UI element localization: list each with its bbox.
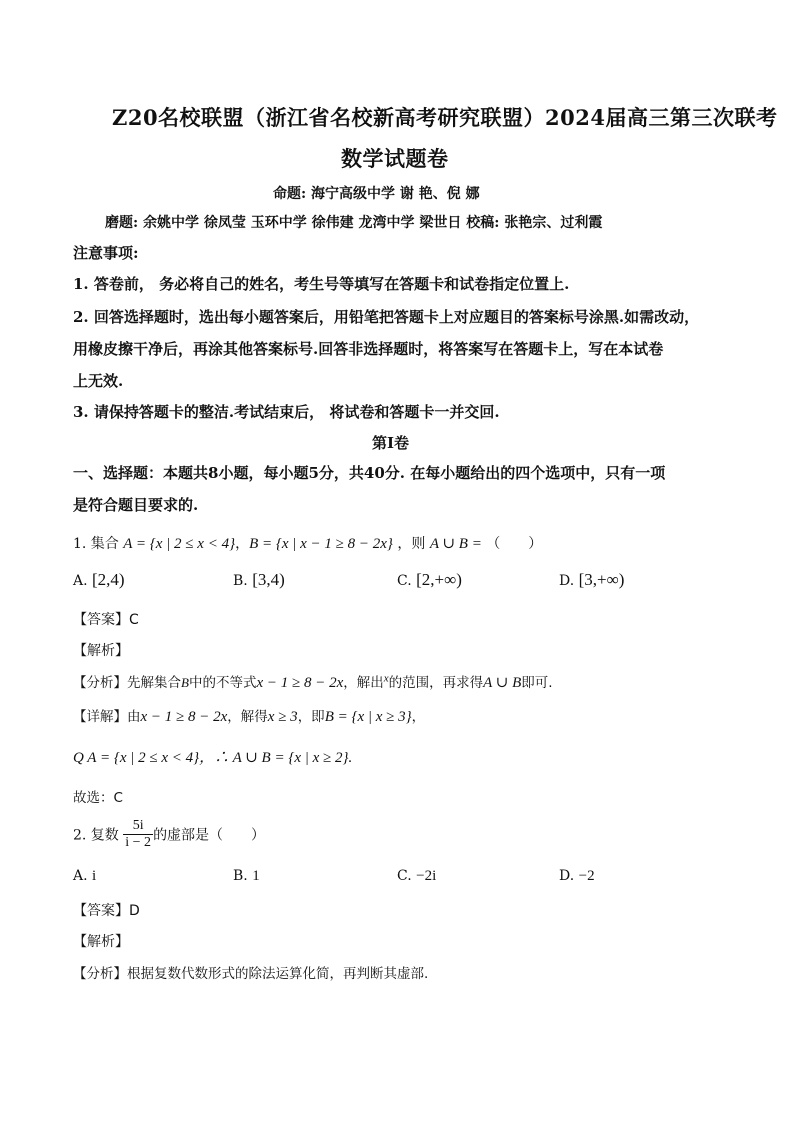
note-item-1: 1. 答卷前， 务必将自己的姓名，考生号等填写在答题卡和试卷指定位置上. — [73, 275, 570, 293]
q1-option-c — [397, 570, 462, 590]
q2-stem — [73, 818, 265, 851]
q2-number: 2. 复数 — [73, 827, 119, 844]
section-heading-line-2: 是符合题目要求的. — [73, 496, 199, 514]
q1-fenxi-text-4: 的范围，再求得 — [388, 675, 484, 691]
q1-option-a-label: A. — [73, 573, 88, 589]
q1-xj-text-1: 由 — [127, 709, 141, 725]
q2-analysis-tag: 【解析】 — [73, 934, 129, 950]
note-item-2-line-2: 用橡皮擦干净后，再涂其他答案标号.回答非选择题时，将答案写在答题卡上，写在本试卷 — [73, 340, 664, 358]
note-item-3: 3. 请保持答题卡的整洁.考试结束后， 将试卷和答题卡一并交回. — [73, 403, 500, 421]
q1-option-c-label: C. — [397, 573, 412, 589]
q1-fenxi-union: A ∪ B — [483, 675, 522, 691]
title-line-2: 数学试题卷 — [341, 146, 449, 171]
q1-set-a: A = {x | 2 ≤ x < 4} — [123, 536, 236, 552]
q1-xj-text-3: ，即 — [297, 709, 325, 725]
q2-option-b-label: B. — [233, 868, 248, 884]
q2-fraction-denominator: i − 2 — [125, 835, 152, 850]
q1-xiangjie-tag: 【详解】 — [73, 709, 127, 725]
q2-option-c-value: −2i — [416, 868, 437, 884]
q2-option-d-label: D. — [559, 868, 575, 884]
q2-fenxi-tag: 【分析】 — [73, 966, 127, 982]
q1-fenxi-text-5: 即可. — [521, 675, 553, 691]
q1-xj-text-2: ，解得 — [227, 709, 268, 725]
q1-xj-set-b: B = {x | x ≥ 3} — [324, 709, 412, 725]
q1-option-a-value: [2,4) — [92, 570, 125, 589]
q1-xj-line-2: Q A = {x | 2 ≤ x < 4}，∴ A ∪ B = {x | x ≥ 2}. — [73, 750, 353, 766]
q1-xiangjie — [73, 705, 425, 726]
q2-option-a-label: A. — [73, 868, 88, 884]
reviewers-line: 磨题: 余姚中学 徐凤莹 玉环中学 徐伟建 龙湾中学 梁世日 校稿: 张艳宗、过利霞 — [105, 215, 603, 231]
q1-fenxi-text-2: 中的不等式 — [188, 675, 257, 691]
author-line: 命题: 海宁高级中学 谢 艳、倪 娜 — [273, 186, 480, 202]
q1-option-d-value: [3,+∞) — [578, 570, 625, 589]
title-line-1: Z20名校联盟（浙江省名校新高考研究联盟）2024届高三第三次联考 — [112, 105, 778, 130]
q2-option-d-value: −2 — [578, 868, 595, 884]
q1-conclusion: 故选：C — [73, 790, 123, 806]
q1-option-d — [559, 570, 624, 590]
q2-option-c-label: C. — [397, 868, 412, 884]
note-item-2-line-3: 上无效. — [73, 372, 124, 390]
q1-fenxi-tag: 【分析】 — [73, 675, 127, 691]
q2-suffix: 的虚部是（ ） — [153, 827, 266, 844]
q2-option-b — [233, 868, 260, 885]
q1-xj-solution: x ≥ 3 — [267, 709, 298, 725]
q2-fraction-numerator: 5i — [123, 818, 153, 835]
q1-option-d-label: D. — [559, 573, 575, 589]
q2-option-c — [397, 868, 436, 885]
q1-option-a — [73, 570, 125, 590]
section-heading-line-1: 一、选择题：本题共8小题，每小题5分，共40分. 在每小题给出的四个选项中，只有一项 — [73, 464, 666, 482]
q1-option-b-value: [3,4) — [252, 570, 285, 589]
notes-heading: 注意事项: — [73, 244, 139, 262]
q1-fenxi-x: x — [383, 672, 389, 685]
note-item-2-line-1: 2. 回答选择题时，选出每小题答案后，用铅笔把答题卡上对应题目的答案标号涂黑.如需改动， — [73, 308, 700, 326]
volume-label: 第Ⅰ卷 — [372, 434, 410, 452]
q2-option-b-value: 1 — [252, 868, 260, 884]
q1-set-b: B = {x | x − 1 ≥ 8 − 2x} — [249, 536, 393, 552]
q1-fenxi-set-b: B — [181, 675, 189, 690]
q1-fenxi — [73, 671, 553, 692]
q1-xj-text-4: ， — [411, 709, 426, 725]
q1-option-b — [233, 570, 285, 590]
q2-option-a-value: i — [92, 868, 97, 884]
q1-fenxi-inequality: x − 1 ≥ 8 − 2x — [256, 675, 344, 691]
q1-number: 1. 集合 — [73, 536, 119, 552]
q1-option-c-value: [2,+∞) — [416, 570, 462, 589]
q2-answer: 【答案】D — [73, 903, 140, 919]
q1-option-b-label: B. — [233, 573, 248, 589]
q1-fenxi-text-1: 先解集合 — [127, 675, 181, 691]
q2-fenxi-text: 根据复数代数形式的除法运算化简，再判断其虚部. — [127, 966, 429, 982]
q1-fenxi-text-3: ，解出 — [343, 675, 384, 691]
q1-then: ，则 — [397, 536, 426, 552]
q1-stem — [73, 533, 542, 553]
q1-paren: （ ） — [486, 536, 543, 552]
q1-analysis-tag: 【解析】 — [73, 643, 129, 659]
q2-fraction — [123, 818, 153, 851]
q2-fenxi — [73, 962, 428, 982]
q1-xj-inequality: x − 1 ≥ 8 − 2x — [140, 709, 228, 725]
q2-option-d — [559, 868, 595, 885]
q1-answer: 【答案】C — [73, 612, 139, 628]
q1-expression: A ∪ B = — [429, 536, 482, 552]
q2-option-a — [73, 868, 96, 885]
q1-comma: ， — [235, 536, 250, 552]
